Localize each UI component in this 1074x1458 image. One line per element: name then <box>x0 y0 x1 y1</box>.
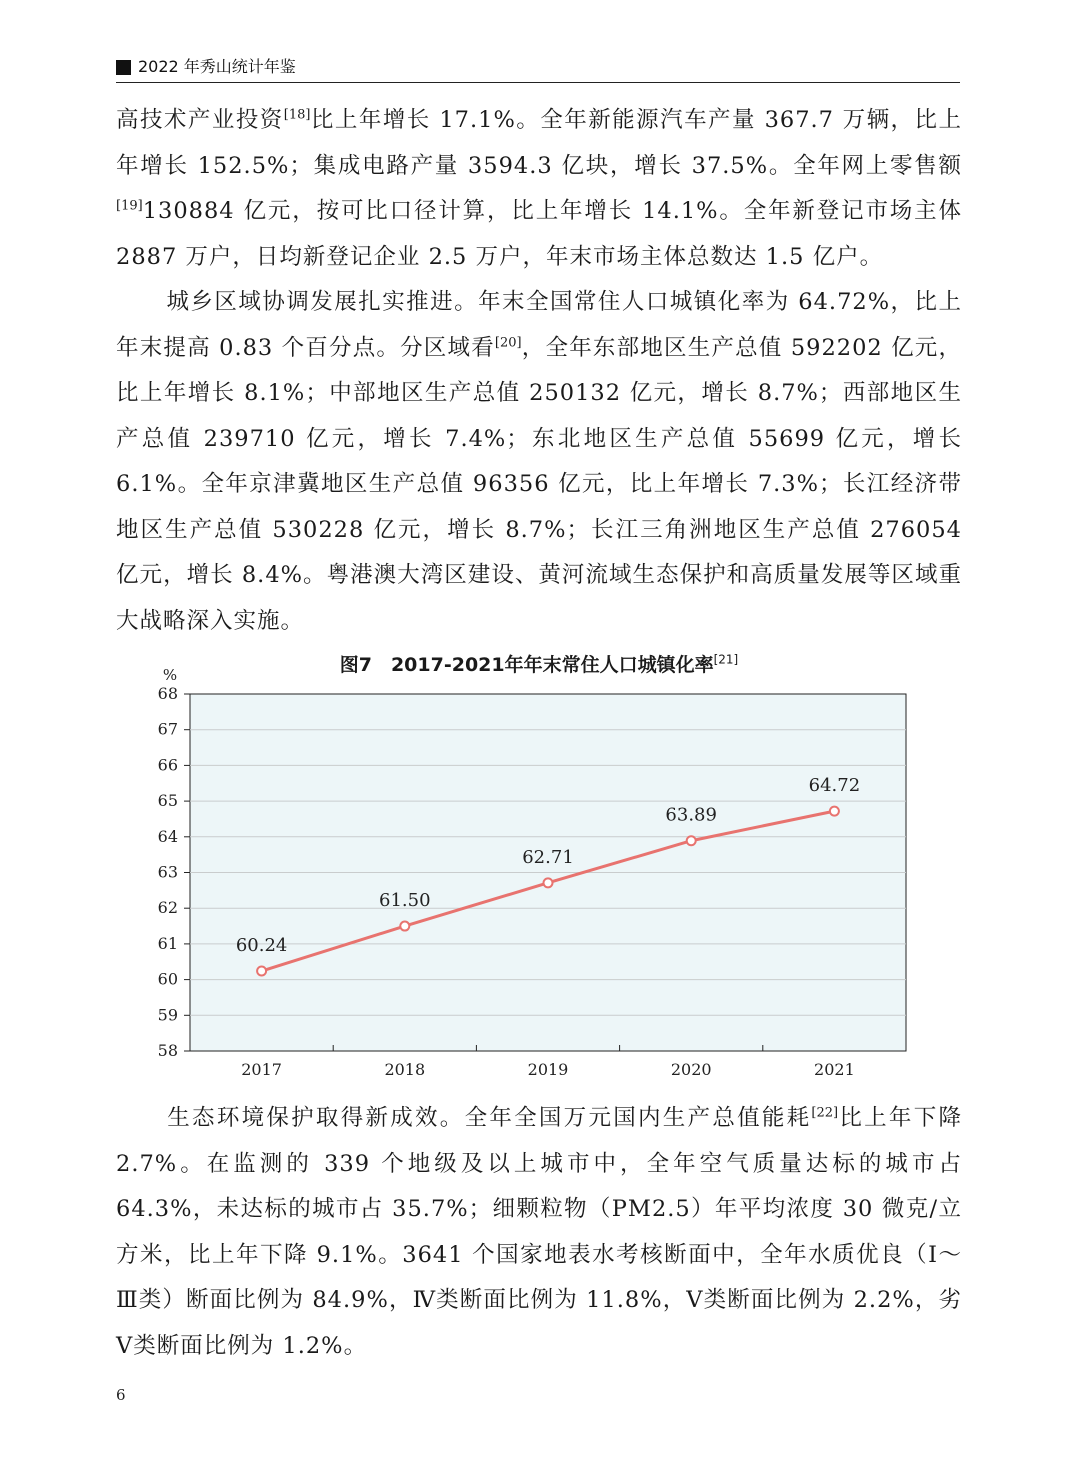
y-tick-label: 66 <box>157 755 178 775</box>
y-tick-label: 60 <box>157 969 178 989</box>
data-point <box>544 878 553 887</box>
paragraph-2 <box>116 280 962 644</box>
x-tick-label: 2019 <box>527 1060 569 1079</box>
chart-title-text: 图7 2017-2021年年末常住人口城镇化率 <box>339 654 714 676</box>
y-tick-label: 59 <box>157 1005 178 1025</box>
y-tick-label: 67 <box>157 719 178 739</box>
y-unit-label: % <box>162 666 178 684</box>
header-square-icon <box>116 60 131 75</box>
paragraph-3 <box>116 1096 962 1369</box>
data-point <box>830 807 839 816</box>
data-point <box>687 836 696 845</box>
y-tick-label: 62 <box>157 898 178 918</box>
p1-text-1: 高技术产业投资 <box>116 107 284 133</box>
header-title: 2022 年秀山统计年鉴 <box>138 57 296 76</box>
p1-ref-18: [18] <box>283 107 311 123</box>
y-tick-label: 61 <box>157 933 178 953</box>
x-tick-label: 2020 <box>670 1060 712 1079</box>
data-point <box>400 922 409 931</box>
p3-text-1: 生态环境保护取得新成效。全年全国万元国内生产总值能耗 <box>166 1105 812 1131</box>
running-header <box>116 56 960 83</box>
p1-ref-19: [19] <box>116 198 143 214</box>
x-tick-label: 2017 <box>241 1060 282 1079</box>
p2-text-1: 城乡区域协调发展扎实推进。年末全国常住人口城镇化率为 64.72%，比上年末提高 0.83 个百分点。分区域看 <box>116 289 962 361</box>
x-tick-label: 2021 <box>814 1060 855 1079</box>
chart-title-ref: [21] <box>713 652 739 667</box>
y-tick-label: 68 <box>157 684 178 703</box>
p2-text-2: ，全年东部地区生产总值 592202 亿元，比上年增长 8.1%；中部地区生产总值 250132 亿元，增长 8.7%；西部地区生产总值 239710 亿元，增长 7.4%；东北地区生产总值 55699 亿元，增长 6.1%。全年京津冀地区生产总值 96356 亿元，比上年增长 7.3%；长江经济带地区生产总值 530228 亿元，增长 8.7%；长江三角洲地区生产总值 276054 亿元，增长 8.4%。粤港澳大湾区建设、黄河流域生态保护和高质量发展等区域重大战略深入实施。 <box>116 334 962 634</box>
x-tick-label: 2018 <box>384 1060 426 1079</box>
y-tick-label: 63 <box>157 862 178 882</box>
data-label: 62.71 <box>522 846 574 868</box>
y-tick-label: 58 <box>157 1041 178 1060</box>
y-tick-label: 65 <box>157 791 178 811</box>
data-label: 63.89 <box>665 804 717 826</box>
p2-ref-20: [20] <box>494 335 522 350</box>
y-tick-label: 64 <box>157 826 178 846</box>
p1-text-2: 比上年增长 17.1%。全年新能源汽车产量 367.7 万辆，比上年增长 152.5%；集成电路产量 3594.3 亿块，增长 37.5%。全年网上零售额 <box>116 107 962 179</box>
p1-text-3: 130884 亿元，按可比口径计算，比上年增长 14.1%。全年新登记市场主体 2887 万户，日均新登记企业 2.5 万户，年末市场主体总数达 1.5 亿户。 <box>116 198 962 270</box>
p3-ref-22: [22] <box>811 1105 839 1121</box>
data-label: 61.50 <box>379 890 431 912</box>
data-point <box>257 967 266 976</box>
y-axis-ticks <box>158 684 190 1060</box>
urbanization-line-chart <box>116 660 962 1090</box>
paragraph-1 <box>116 98 962 280</box>
page-number: 6 <box>116 1386 126 1404</box>
data-label: 60.24 <box>235 935 288 957</box>
data-label: 64.72 <box>808 775 861 797</box>
p3-text-2: 比上年下降 2.7%。在监测的 339 个地级及以上城市中，全年空气质量达标的城市占 64.3%，未达标的城市占 35.7%；细颗粒物（PM2.5）年平均浓度 30 微克/立方米，比上年下降 9.1%。3641 个国家地表水考核断面中，全年水质优良（Ⅰ～Ⅲ类）断面比例为 84.9%，Ⅳ类断面比例为 11.8%，Ⅴ类断面比例为 2.2%，劣Ⅴ类断面比例为 1.2%。 <box>116 1105 962 1359</box>
